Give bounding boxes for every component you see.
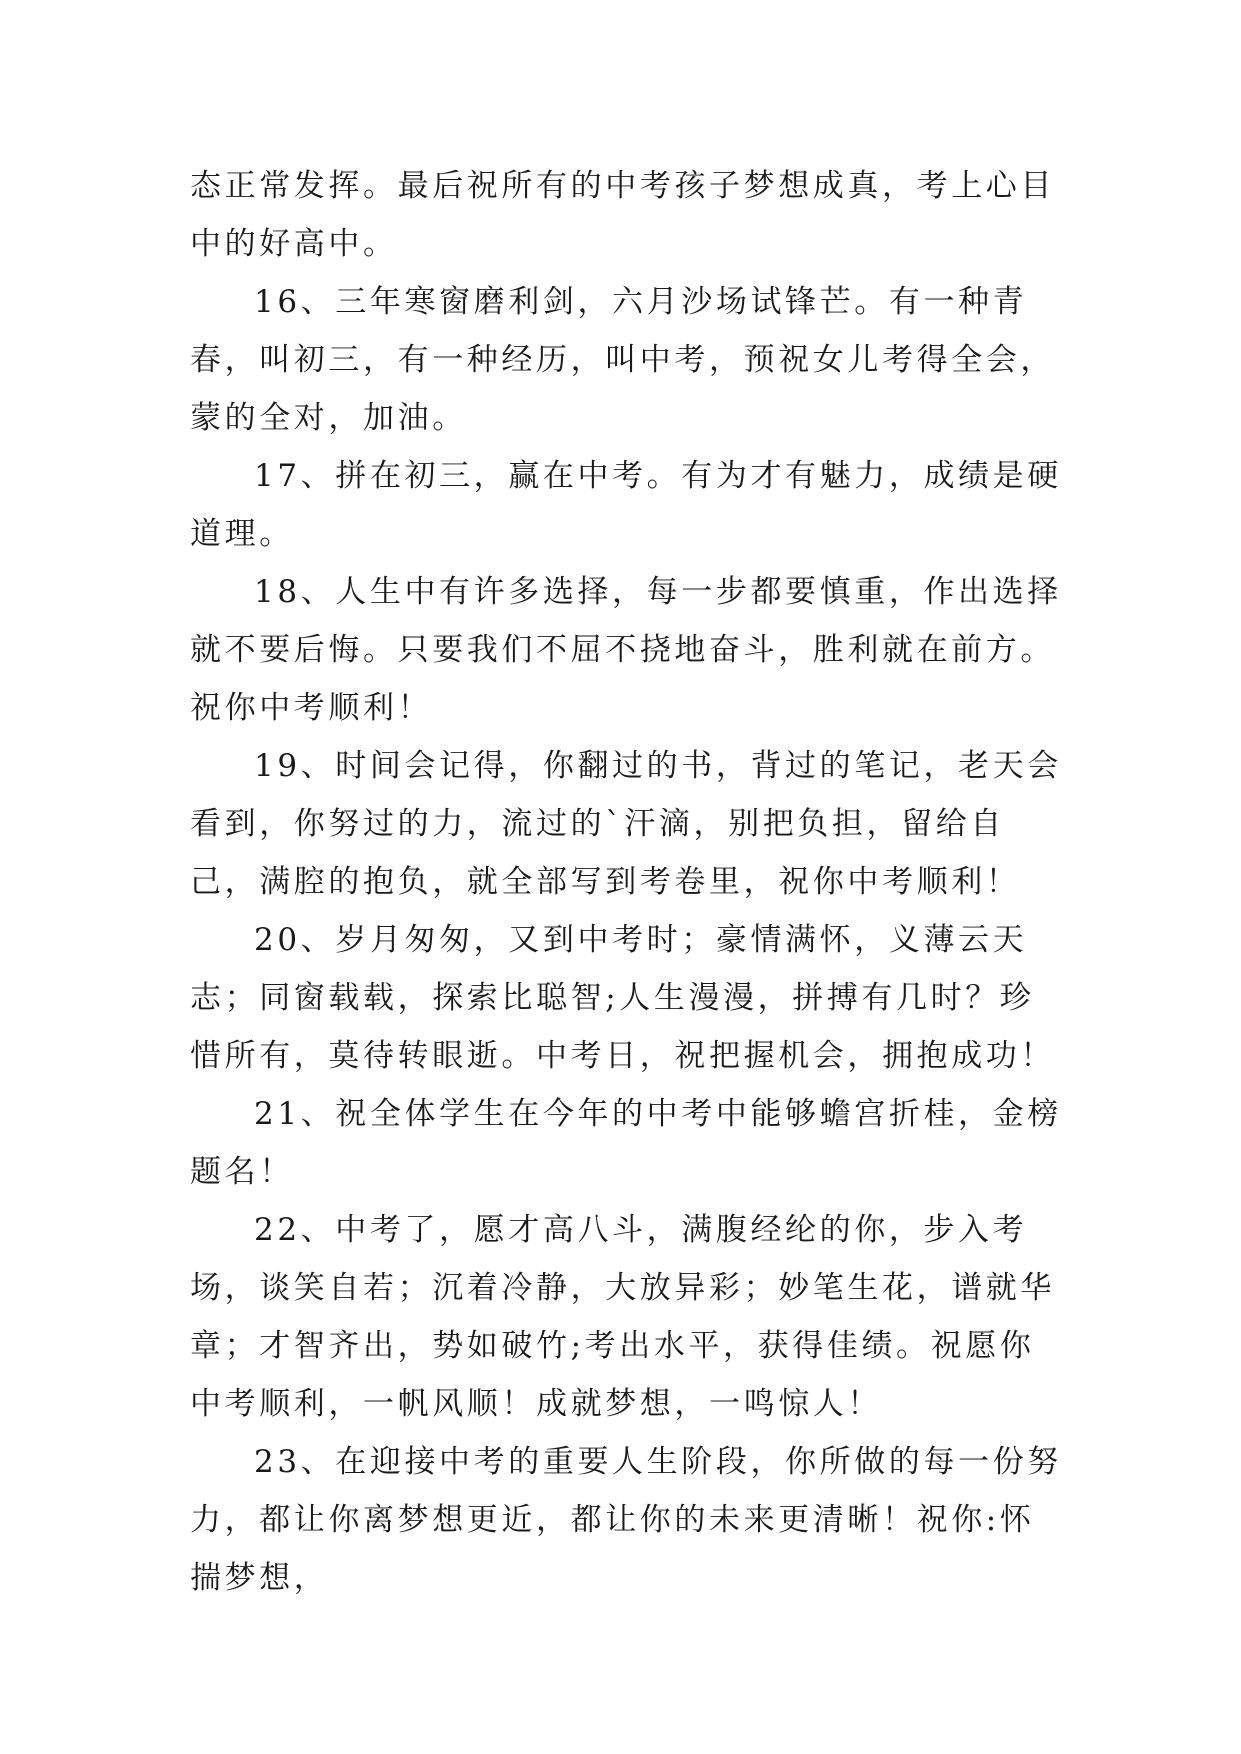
paragraph-16: 16、三年寒窗磨利剑，六月沙场试锋芒。有一种青春，叫初三，有一种经历，叫中考，预祝女儿考得全会，蒙的全对，加油。	[190, 284, 1055, 436]
paragraph-20: 20、岁月匆匆，又到中考时；豪情满怀，义薄云天志；同窗载载，探索比聪智;人生漫漫，拼搏有几时？珍惜所有，莫待转眼逝。中考日，祝把握机会，拥抱成功！	[190, 922, 1055, 1074]
body-text	[190, 157, 1065, 1607]
paragraph-continuation: 态正常发挥。最后祝所有的中考孩子梦想成真，考上心目中的好高中。	[190, 168, 1055, 262]
paragraph-21: 21、祝全体学生在今年的中考中能够蟾宫折桂，金榜题名！	[190, 1096, 1062, 1190]
paragraph-19: 19、时间会记得，你翻过的书，背过的笔记，老天会看到，你努过的力，流过的`汗滴，别把负担，留给自己，满腔的抱负，就全部写到考卷里，祝你中考顺利！	[190, 748, 1062, 900]
paragraph-23: 23、在迎接中考的重要人生阶段，你所做的每一份努力，都让你离梦想更近，都让你的未来更清晰！祝你:怀揣梦想，	[190, 1444, 1062, 1596]
paragraph-22: 22、中考了，愿才高八斗，满腹经纶的你，步入考场，谈笑自若；沉着冷静，大放异彩；妙笔生花，谱就华章；才智齐出，势如破竹;考出水平，获得佳绩。祝愿你中考顺利，一帆风顺！成就梦想，一鸣惊人！	[190, 1212, 1055, 1422]
paragraph-18: 18、人生中有许多选择，每一步都要慎重，作出选择就不要后悔。只要我们不屈不挠地奋斗，胜利就在前方。祝你中考顺利！	[190, 574, 1062, 726]
paragraph-17: 17、拼在初三，赢在中考。有为才有魅力，成绩是硬道理。	[190, 458, 1062, 552]
